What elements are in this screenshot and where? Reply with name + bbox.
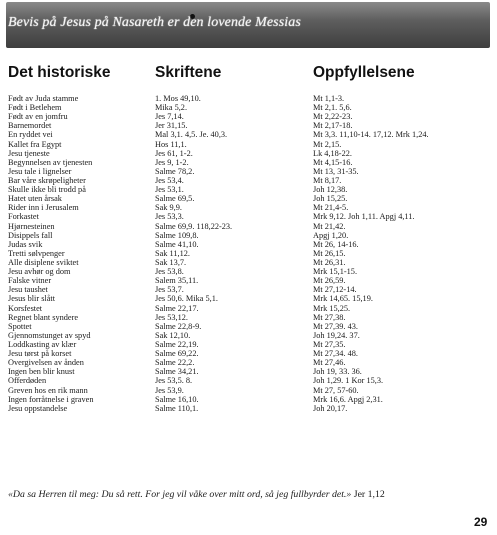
fulfillment-row: Joh 12,38.	[313, 185, 348, 195]
event-row: Disippels fall	[8, 230, 53, 240]
event-row: Bar våre skrøpeligheter	[8, 175, 86, 185]
scripture-row: Salme 22,8-9.	[155, 321, 202, 331]
event-row: Spottet	[8, 321, 32, 331]
event-row: Jesus blir slått	[8, 294, 56, 304]
fulfillment-row: Mt 2,15.	[313, 139, 342, 149]
event-row: Rider inn i Jerusalem	[8, 203, 79, 213]
fulfillment-row: Mt 21,4-5.	[313, 203, 349, 213]
event-row: Ingen forråtnelse i graven	[8, 394, 94, 404]
header-historical: Det historiske	[8, 64, 111, 81]
scripture-row: Salme 109,8.	[155, 230, 199, 240]
fulfillment-row: Mt 2,22-23.	[313, 112, 353, 122]
header-fulfillment: Oppfyllelsene	[313, 64, 415, 81]
fulfillment-row: Mt 2,17-18.	[313, 121, 353, 131]
scripture-row: Salme 16,10.	[155, 394, 199, 404]
banner-title: Bevis på Jesus på Nasareth er den lovende Messias	[8, 15, 301, 30]
scripture-row: Salme 41,10.	[155, 239, 199, 249]
event-row: Tretti sølvpenger	[8, 248, 65, 258]
event-row: Jesu oppstandelse	[8, 403, 68, 413]
scripture-row: Salme 22,19.	[155, 339, 199, 349]
title-banner	[6, 2, 490, 48]
fulfillment-row: Mt 27,34. 48.	[313, 349, 358, 359]
fulfillment-row: Mt 8,17.	[313, 175, 342, 185]
event-row: Født av en jomfru	[8, 112, 68, 122]
fulfillment-row: Mrk 14,65. 15,19.	[313, 294, 373, 304]
scripture-row: Jes 53,8.	[155, 267, 184, 277]
fulfillment-row: Mrk 15,1-15.	[313, 267, 358, 277]
fulfillment-row: Joh 1,29. 1 Kor 15,3.	[313, 376, 384, 386]
scripture-row: Sak 13,7.	[155, 257, 187, 267]
scripture-row: Salme 69,9. 118,22-23.	[155, 221, 233, 231]
event-row: Skulle ikke bli trodd på	[8, 185, 86, 195]
event-row: Loddkasting av klær	[8, 339, 77, 349]
fulfillment-row: Joh 20,17.	[313, 403, 348, 413]
fulfillment-row: Mrk 15,25.	[313, 303, 351, 313]
event-row: Født av Juda stamme	[8, 94, 79, 103]
fulfillment-row: Apgj 1,20.	[313, 230, 349, 240]
event-row: Jesu tjeneste	[8, 148, 50, 158]
fulfillment-row: Mt 26, 14-16.	[313, 239, 359, 249]
scripture-row: Jes 53,5. 8.	[155, 376, 193, 386]
scriptures-column	[155, 94, 232, 413]
fulfillment-row: Mrk 16,6. Apgj 2,31.	[313, 394, 383, 404]
event-row: Hatet uten årsak	[8, 194, 62, 204]
scripture-row: Salme 69,5.	[155, 194, 195, 204]
fulfillment-row: Mt 27,12-14.	[313, 285, 357, 295]
closing-quote	[8, 489, 478, 500]
fulfillment-row: Mt 27,46.	[313, 358, 346, 368]
fulfillment-row: Mt 3,3. 11,10-14. 17,12. Mrk 1,24.	[313, 130, 429, 140]
event-row: Alle disiplene sviktet	[8, 257, 79, 267]
scripture-row: Jes 53,12.	[155, 312, 188, 322]
page-number: 29	[474, 515, 488, 529]
fulfillment-row: Mt 2,1. 5,6.	[313, 103, 352, 113]
event-row: En ryddet vei	[8, 130, 53, 140]
scripture-row: Salme 110,1.	[155, 403, 199, 413]
scripture-row: Jes 53,4.	[155, 175, 184, 185]
scripture-row: Salme 22,17.	[155, 303, 199, 313]
fulfillments-column	[313, 94, 429, 413]
event-row: Forkastet	[8, 212, 39, 222]
scripture-row: Jes 7,14.	[155, 112, 184, 122]
fulfillment-row: Mt 26,15.	[313, 248, 346, 258]
event-row: Jesu tale i lignelser	[8, 166, 72, 176]
scripture-row: Mal 3,1. 4,5. Je. 40,3.	[155, 130, 228, 140]
scripture-row: Jes 9, 1-2.	[155, 157, 189, 167]
fulfillment-row: Mt 26,59.	[313, 276, 346, 286]
event-row: Ingen ben blir knust	[8, 367, 75, 377]
scripture-row: Jes 53,7.	[155, 285, 184, 295]
event-row: Født i Betlehem	[8, 103, 62, 113]
scripture-row: Hos 11,1.	[155, 139, 187, 149]
event-row: Korsfestet	[8, 303, 43, 313]
fulfillment-row: Mt 27, 57-60.	[313, 385, 359, 395]
scripture-row: Jes 50,6. Mika 5,1.	[155, 294, 218, 304]
fulfillment-row: Mt 13, 31-35.	[313, 166, 359, 176]
scripture-row: Jes 61, 1-2.	[155, 148, 193, 158]
event-row: Offerdøden	[8, 376, 47, 386]
event-row: Jesu taushet	[8, 285, 48, 295]
fulfillment-row: Mt 27,39. 43.	[313, 321, 358, 331]
fulfillment-row: Joh 19,24. 37.	[313, 330, 360, 340]
scripture-row: Salme 69,22.	[155, 349, 199, 359]
header-scriptures: Skriftene	[155, 64, 222, 81]
fulfillment-row: Mt 26,31.	[313, 257, 346, 267]
event-row: Barnemordet	[8, 121, 52, 131]
event-row: Gjennomstunget av spyd	[8, 330, 91, 340]
fulfillment-row: Mt 21,42.	[313, 221, 346, 231]
event-row: Greven hos en rik mann	[8, 385, 88, 395]
scripture-row: Salme 22,2.	[155, 358, 195, 368]
scripture-row: 1. Mos 49,10.	[155, 94, 201, 103]
scripture-row: Salme 34,21.	[155, 367, 199, 377]
quote-text: «Da sa Herren til meg: Du så rett. For jeg vil våke over mitt ord, så jeg fullbyrder det.»	[8, 489, 352, 500]
scripture-row: Sak 9,9.	[155, 203, 182, 213]
event-row: Regnet blant syndere	[8, 312, 79, 322]
event-row: Judas svik	[8, 239, 43, 249]
scripture-row: Jes 53,3.	[155, 212, 184, 222]
fulfillment-row: Mt 4,15-16.	[313, 157, 353, 167]
fulfillment-row: Mt 27,38.	[313, 312, 346, 322]
event-row: Overgivelsen av ånden	[8, 358, 84, 368]
scripture-row: Salem 35,11.	[155, 276, 199, 286]
event-row: Begynnelsen av tjenesten	[8, 157, 93, 167]
event-row: Kallet fra Egypt	[8, 139, 62, 149]
fulfillment-row: Lk 4,18-22.	[313, 148, 352, 158]
scripture-row: Sak 11,12.	[155, 248, 190, 258]
quote-reference: Jer 1,12	[353, 489, 385, 500]
event-row: Hjørnesteinen	[8, 221, 55, 231]
event-row: Jesu tørst på korset	[8, 349, 72, 359]
events-column	[8, 94, 93, 413]
scripture-row: Salme 78,2.	[155, 166, 195, 176]
fulfillment-row: Joh 15,25.	[313, 194, 348, 204]
scripture-row: Sak 12,10.	[155, 330, 191, 340]
scripture-row: Jes 53,9.	[155, 385, 184, 395]
event-row: Jesu avhør og dom	[8, 267, 71, 277]
fulfillment-row: Joh 19, 33. 36.	[313, 367, 362, 377]
scripture-row: Jes 53,1.	[155, 185, 184, 195]
fulfillment-row: Mt 1,1-3.	[313, 94, 345, 103]
scripture-row: Jer 31,15.	[155, 121, 188, 131]
fulfillment-row: Mrk 9,12. Joh 1,11. Apgj 4,11.	[313, 212, 415, 222]
fulfillment-row: Mt 27,35.	[313, 339, 346, 349]
scripture-row: Mika 5,2.	[155, 103, 188, 113]
event-row: Falske vitner	[8, 276, 52, 286]
